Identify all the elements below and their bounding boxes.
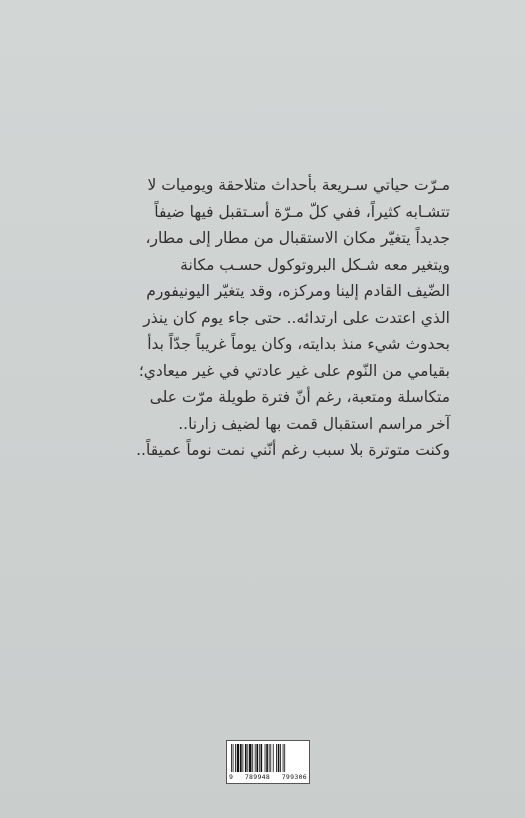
- blurb-text: [72, 172, 450, 464]
- barcode-bar: [269, 744, 270, 772]
- barcode-bar: [245, 744, 247, 772]
- barcode-bar: [283, 744, 284, 772]
- blurb-line-7: بحدوث شيء منذ بدايته، وكان يوماً غريباً جدّاً بدأ: [147, 335, 450, 353]
- barcode-bar: [249, 744, 251, 772]
- barcode-bar: [233, 744, 234, 772]
- barcode-bar: [270, 744, 271, 772]
- barcode-digits-prefix: 9: [229, 773, 234, 781]
- blurb-line-10: آخر مراسم استقبال قمت بها لضيف زارنا..: [178, 414, 450, 433]
- blurb-line-8: بقيامي من النّوم على غير عادتي في غير ميعادي؛: [138, 361, 450, 380]
- isbn-barcode: [226, 740, 310, 784]
- barcode-bar: [255, 744, 256, 772]
- barcode-bar: [235, 744, 236, 772]
- barcode-digits: [229, 773, 307, 781]
- barcode-bar: [247, 744, 248, 772]
- barcode-bar: [252, 744, 253, 772]
- barcode-bar: [256, 744, 258, 772]
- barcode-bar: [284, 744, 285, 772]
- blurb-line-11: وكنت متوترة بلا سبب رغم أنّني نمت نوماً عميقاً..: [136, 441, 450, 459]
- barcode-bar: [273, 744, 274, 772]
- barcode-bar: [231, 744, 232, 772]
- barcode-bar: [276, 744, 277, 772]
- blurb-line-5: الضّيف القادم إلينا ومركزه، وقد يتغيّر اليونيفورم: [146, 282, 450, 300]
- barcode-bar: [261, 744, 263, 772]
- barcode-bar: [266, 744, 268, 772]
- barcode-bar: [280, 744, 281, 772]
- blurb-line-6: الذي اعتدت على ارتدائه.. حتى جاء يوم كان ينذر: [143, 308, 450, 327]
- barcode-digits-left: 789948: [244, 773, 271, 781]
- barcode-bar: [265, 744, 266, 772]
- barcode-bar: [237, 744, 239, 772]
- blurb-line-4: ويتغير معه شـكل البروتوكول حسـب مكانة: [180, 255, 450, 274]
- blurb-line-2: تتشـابه كثيراً، ففي كلّ مـرّة أسـتقبل فيها ضيفاً: [154, 202, 450, 221]
- blurb-line-1: مـرّت حياتي سـريعة بأحداث متلاحقة ويوميات لا: [147, 176, 450, 194]
- blurb-line-9: متكاسلة ومتعبة، رغم أنّ فترة طويلة مرّت على: [149, 388, 450, 406]
- barcode-bars: [231, 744, 307, 772]
- barcode-digits-right: 799306: [281, 773, 307, 781]
- barcode-bar: [240, 744, 242, 772]
- barcode-bar: [242, 744, 243, 772]
- barcode-bar: [259, 744, 260, 772]
- blurb-line-3: جديداً يتغيّر مكان الاستقبال من مطار إلى مطار،: [145, 229, 450, 247]
- barcode-bar: [278, 744, 280, 772]
